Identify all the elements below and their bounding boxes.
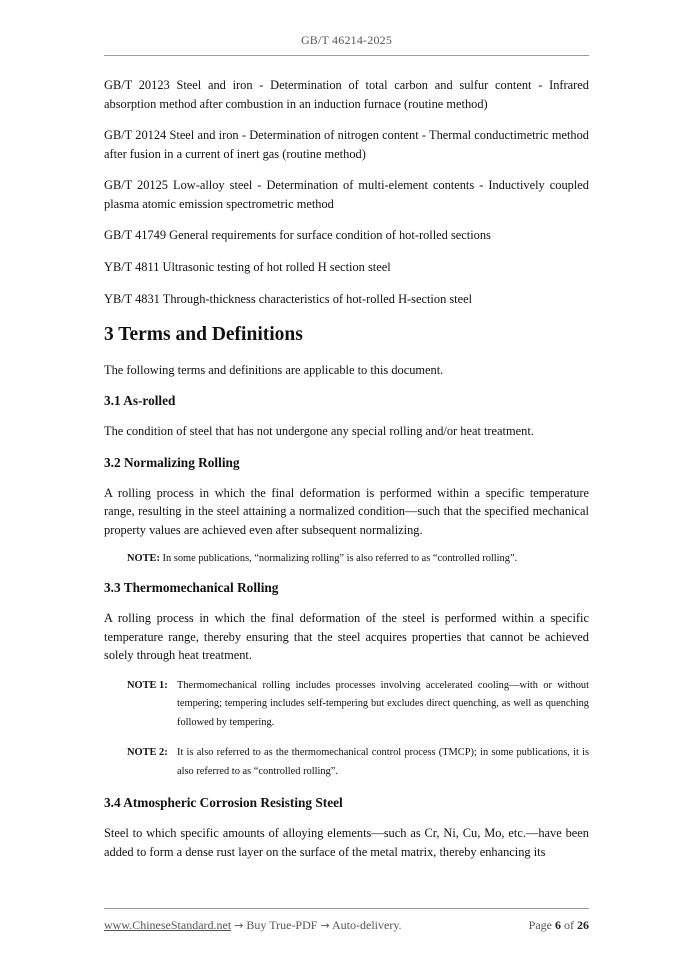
term-definition-normalizing-rolling: A rolling process in which the final deformation is performed within a specific temperature range, resulting in the steel attaining a normalized condition—such that the specified mechanical property values are achieved even after subsequent normalizing. xyxy=(104,485,589,537)
note-1-thermomechanical xyxy=(127,677,589,733)
document-body xyxy=(104,76,589,861)
term-definition-thermomechanical-rolling: A rolling process in which the final deformation of the steel is performed within a specific temperature range, thereby ensuring that the steel acquires properties that cannot be achieved solely through heat treatment. xyxy=(104,611,589,662)
term-definition-atmospheric-corrosion-resisting-steel: Steel to which specific amounts of alloying elements—such as Cr, Ni, Cu, Mo, etc.—have been added to form a dense rust layer on the surface of the metal matrix, thereby enhancing its xyxy=(104,826,589,859)
reference-gbt-20125: GB/T 20125 Low-alloy steel - Determination of multi-element contents - Inductively coupled plasma atomic emission spectrometric method xyxy=(104,178,589,211)
reference-gbt-20123: GB/T 20123 Steel and iron - Determination of total carbon and sulfur content - Infrared absorption method after combustion in an induction furnace (routine method) xyxy=(104,78,589,111)
of-word: of xyxy=(564,918,574,932)
header-divider xyxy=(104,55,589,56)
reference-ybt-4831: YB/T 4831 Through-thickness characteristics of hot-rolled H-section steel xyxy=(104,292,473,306)
section-intro: The following terms and definitions are applicable to this document. xyxy=(104,362,444,377)
term-heading-thermomechanical-rolling: 3.3 Thermomechanical Rolling xyxy=(104,580,279,595)
site-link[interactable]: www.ChineseStandard.net xyxy=(104,918,232,932)
page-word: Page xyxy=(528,918,552,932)
delivery-text: Auto-delivery. xyxy=(332,918,402,932)
arrow-right-icon: → xyxy=(234,919,244,932)
term-heading-as-rolled: 3.1 As-rolled xyxy=(104,393,176,408)
footer-links xyxy=(104,918,402,933)
page-current: 6 xyxy=(555,918,561,932)
page-total: 26 xyxy=(577,918,589,932)
note-label: NOTE 2: xyxy=(127,747,168,758)
note-label: NOTE: xyxy=(127,553,160,564)
footer-divider xyxy=(104,908,589,909)
note-text: Thermomechanical rolling includes processes involving accelerated cooling—with or without tempering; tempering includes self-tempering but excludes direct quenching, as well as quenching followed by tempering. xyxy=(177,679,589,728)
term-definition-as-rolled: The condition of steel that has not undergone any special rolling and/or heat treatment. xyxy=(104,424,534,438)
page-footer xyxy=(104,918,589,933)
page-header: GB/T 46214-2025 xyxy=(300,33,393,47)
buy-text: Buy True-PDF xyxy=(246,918,318,932)
note-label: NOTE 1: xyxy=(127,679,168,691)
section-title: 3 Terms and Definitions xyxy=(104,323,303,345)
note-2-thermomechanical xyxy=(127,744,589,781)
note-text: It is also referred to as the thermomechanical control process (TMCP); in some publications, it is also referred to as “controlled rolling”. xyxy=(177,747,589,777)
term-heading-atmospheric-corrosion-resisting-steel: 3.4 Atmospheric Corrosion Resisting Steel xyxy=(104,795,343,810)
reference-gbt-20124: GB/T 20124 Steel and iron - Determination of nitrogen content - Thermal conductimetric method after fusion in a current of inert gas (routine method) xyxy=(104,128,589,161)
page-number xyxy=(529,918,589,933)
note-normalizing-rolling xyxy=(127,551,589,566)
reference-ybt-4811: YB/T 4811 Ultrasonic testing of hot rolled H section steel xyxy=(104,260,391,274)
reference-gbt-41749: GB/T 41749 General requirements for surface condition of hot-rolled sections xyxy=(104,228,491,242)
note-text: In some publications, “normalizing rolling” is also referred to as “controlled rolling”. xyxy=(162,553,518,564)
term-heading-normalizing-rolling: 3.2 Normalizing Rolling xyxy=(104,454,240,470)
arrow-right-icon: → xyxy=(320,919,330,932)
